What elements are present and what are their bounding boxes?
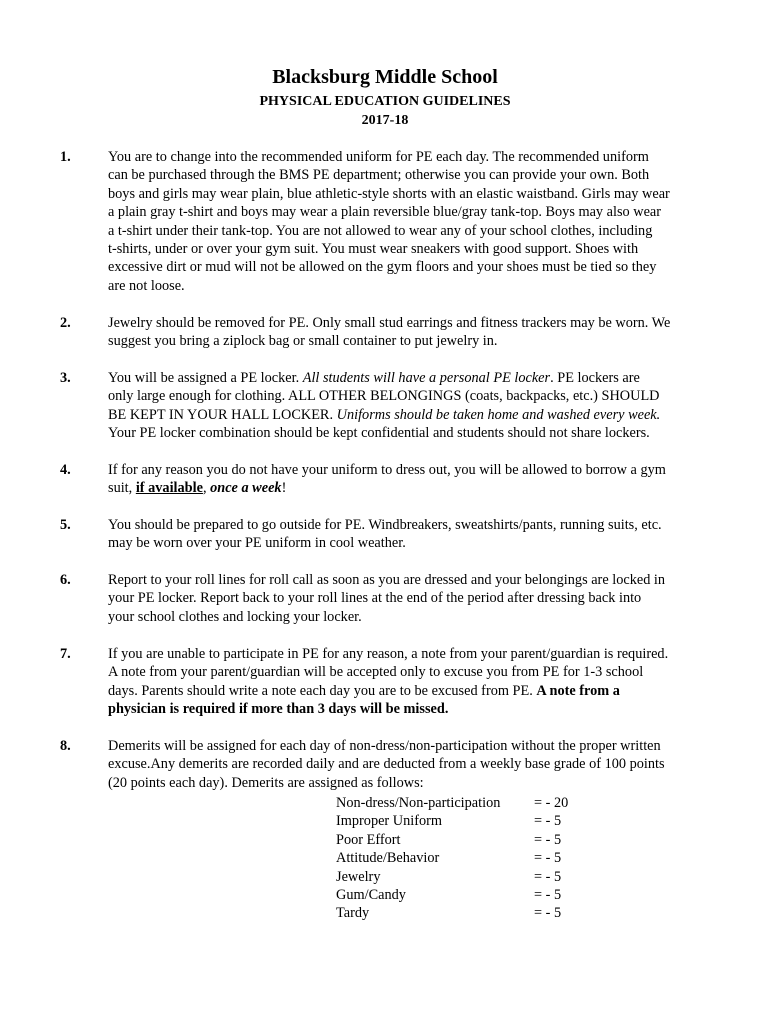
- school-year: 2017-18: [361, 113, 409, 128]
- text-line: Your PE locker combination should be kept confidential and students should not share lockers.: [108, 425, 650, 442]
- text-line: Demerits will be assigned for each day of non-dress/non-participation without the proper written: [108, 738, 661, 754]
- text-line: a plain gray t-shirt and boys may wear a plain reversible blue/gray tank-top. Boys may also wear: [108, 204, 662, 221]
- demerit-value: = - 5: [534, 886, 562, 903]
- demerit-value: = - 5: [534, 850, 562, 867]
- text-line: are not loose.: [108, 277, 185, 294]
- demerit-label: Tardy: [336, 905, 370, 922]
- table-row: [336, 812, 596, 830]
- emphasis-text: once a week: [210, 480, 282, 497]
- text-line: excuse.Any demerits are recorded daily and are deducted from a weekly base grade of 100 points: [108, 756, 665, 773]
- text-line: Report to your roll lines for roll call as soon as you are dressed and your belongings are locked in: [108, 572, 666, 588]
- text-run: days. Parents should write a note each day you are to be excused from PE.: [108, 682, 537, 699]
- text-line: [108, 682, 714, 700]
- text-line: physician is required if more than 3 days will be missed.: [108, 701, 449, 718]
- guideline-text: [108, 571, 714, 626]
- demerit-label: Gum/Candy: [336, 886, 406, 903]
- guideline-text: [108, 516, 714, 553]
- page-subtitle: PHYSICAL EDUCATION GUIDELINES: [259, 94, 511, 109]
- guideline-number: 2.: [60, 315, 71, 331]
- text-line: You should be prepared to go outside for PE. Windbreakers, sweatshirts/pants, running suits, etc.: [108, 517, 662, 533]
- guideline-text: [108, 737, 714, 792]
- emphasis-text: All students will have a personal PE locker: [302, 370, 551, 386]
- demerit-label: Improper Uniform: [336, 813, 443, 830]
- text-line: [108, 406, 714, 424]
- emphasis-text: if available: [135, 480, 203, 497]
- text-run: . PE lockers are: [550, 370, 640, 386]
- demerit-value: = - 20: [534, 795, 569, 811]
- guideline-number: 7.: [60, 646, 71, 662]
- text-line: a t-shirt under their tank-top. You are not allowed to wear any of your school clothes, including: [108, 222, 653, 239]
- text-line: can be purchased through the BMS PE department; otherwise you can provide your own. Both: [108, 167, 650, 184]
- text-line: A note from your parent/guardian will be accepted only to excuse you from PE for 1-3 school: [108, 664, 644, 681]
- table-row: [336, 831, 596, 849]
- guideline-number: 3.: [60, 370, 71, 386]
- guideline-number: 5.: [60, 517, 71, 533]
- text-line: If for any reason you do not have your uniform to dress out, you will be allowed to borrow a gym: [108, 462, 666, 478]
- table-row: [336, 849, 596, 867]
- text-line: Jewelry should be removed for PE. Only small stud earrings and fitness trackers may be worn. We: [108, 315, 671, 331]
- text-line: If you are unable to participate in PE for any reason, a note from your parent/guardian is required.: [108, 646, 669, 662]
- guideline-number: 4.: [60, 462, 71, 478]
- guideline-number: 1.: [60, 149, 71, 165]
- guideline-text: [108, 148, 714, 295]
- text-line: boys and girls may wear plain, blue athletic-style shorts with an elastic waistband. Girls may wear: [108, 185, 670, 202]
- table-row: [336, 794, 596, 812]
- demerit-table: [336, 794, 596, 923]
- text-line: suggest you bring a ziplock bag or small container to put jewelry in.: [108, 333, 498, 350]
- table-row: [336, 868, 596, 886]
- text-line: [108, 369, 714, 387]
- guideline-text: [108, 369, 714, 443]
- demerit-label: Non-dress/Non-participation: [336, 795, 501, 811]
- guideline-text: [108, 645, 714, 719]
- demerit-value: = - 5: [534, 905, 562, 922]
- demerit-label: Attitude/Behavior: [336, 850, 440, 867]
- text-line: excessive dirt or mud will not be allowed on the gym floors and your shoes must be tied so they: [108, 259, 657, 276]
- guideline-text: [108, 314, 714, 351]
- demerit-label: Jewelry: [336, 868, 381, 885]
- page-title: Blacksburg Middle School: [272, 66, 498, 88]
- guideline-text: [108, 461, 714, 498]
- text-line: your school clothes and locking your locker.: [108, 608, 362, 625]
- text-line: (20 points each day). Demerits are assigned as follows:: [108, 774, 424, 791]
- demerit-value: = - 5: [534, 813, 562, 830]
- text-line: only large enough for clothing. ALL OTHER BELONGINGS (coats, backpacks, etc.) SHOULD: [108, 388, 660, 405]
- text-line: may be worn over your PE uniform in cool weather.: [108, 535, 406, 552]
- text-line: You are to change into the recommended uniform for PE each day. The recommended uniform: [108, 149, 649, 165]
- text-line: your PE locker. Report back to your roll lines at the end of the period after dressing back into: [108, 590, 642, 607]
- text-run: BE KEPT IN YOUR HALL LOCKER.: [108, 406, 337, 423]
- table-row: [336, 904, 596, 922]
- text-run: ,: [202, 480, 211, 497]
- emphasis-text: Uniforms should be taken home and washed every week.: [336, 406, 661, 423]
- emphasis-text: A note from a: [536, 682, 620, 699]
- guideline-number: 6.: [60, 572, 71, 588]
- text-run: !: [281, 480, 287, 497]
- demerit-value: = - 5: [534, 831, 562, 848]
- text-run: suit,: [108, 480, 136, 497]
- text-line: [108, 479, 714, 497]
- guideline-number: 8.: [60, 738, 71, 754]
- demerit-label: Poor Effort: [336, 831, 401, 848]
- text-line: t-shirts, under or over your gym suit. You must wear sneakers with good support. Shoes with: [108, 241, 639, 258]
- demerit-value: = - 5: [534, 868, 562, 885]
- text-run: You will be assigned a PE locker.: [108, 370, 303, 386]
- table-row: [336, 886, 596, 904]
